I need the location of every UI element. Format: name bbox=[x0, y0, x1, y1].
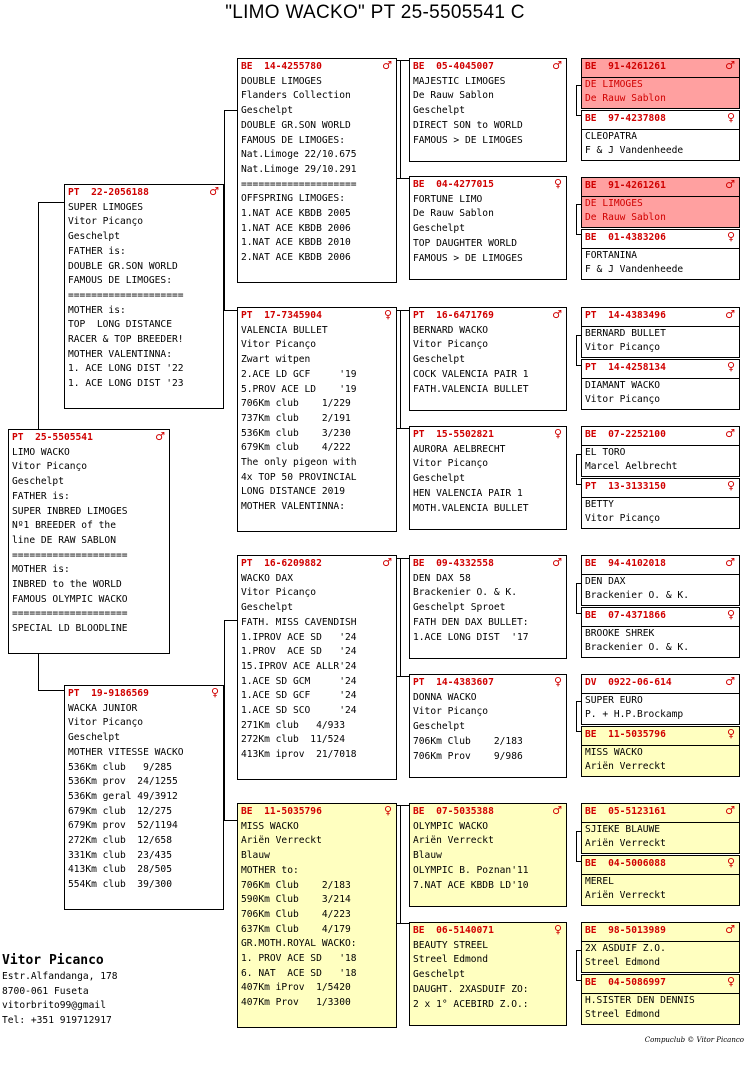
info-line: ==================== bbox=[68, 289, 184, 301]
sex-symbol-icon: ♂ bbox=[725, 178, 735, 191]
breeder: Streel Edmond bbox=[413, 954, 489, 966]
ancestor-card bbox=[581, 726, 740, 777]
info-line: 413Km iprov 21/7018 bbox=[241, 749, 357, 761]
info-line: 1.ACE SD GCF '24 bbox=[241, 690, 357, 702]
breeder: Brackenier O. & K. bbox=[585, 642, 689, 654]
info-line: 272Km club 12/658 bbox=[68, 835, 172, 847]
breeder: Streel Edmond bbox=[585, 957, 661, 969]
paternal-grandmother-card bbox=[237, 307, 397, 532]
info-line: INBRED to the WORLD bbox=[12, 579, 122, 591]
sex-symbol-icon: ♀ bbox=[726, 111, 735, 124]
breeder: Vitor Picanço bbox=[68, 717, 144, 729]
color: Blauw bbox=[241, 850, 270, 862]
color: Geschelpt bbox=[413, 105, 465, 117]
ancestor-card bbox=[581, 555, 740, 606]
sex-symbol-icon: ♀ bbox=[383, 804, 392, 817]
info-line: 7.NAT ACE KBDB LD'10 bbox=[413, 879, 529, 891]
breeder: Ariën Verreckt bbox=[585, 761, 666, 773]
connector-line bbox=[224, 820, 237, 821]
info-line: 1. PROV ACE SD '18 bbox=[241, 953, 357, 965]
color: Geschelpt bbox=[68, 231, 120, 243]
sex-symbol-icon: ♂ bbox=[725, 308, 735, 321]
sex-symbol-icon: ♀ bbox=[726, 608, 735, 621]
color: Geschelpt bbox=[241, 105, 293, 117]
pigeon-name: FORTUNE LIMO bbox=[413, 193, 483, 205]
connector-line bbox=[224, 310, 237, 311]
pigeon-name: BERNARD BULLET bbox=[585, 327, 666, 339]
info-line: LONG DISTANCE 2019 bbox=[241, 486, 345, 498]
pigeon-name: SUPER EURO bbox=[585, 694, 643, 706]
info-line: 2 x 1° ACEBIRD Z.O.: bbox=[413, 998, 529, 1010]
info-line: 15.IPROV ACE ALLR'24 bbox=[241, 660, 357, 672]
connector-line bbox=[576, 583, 577, 613]
info-line: 4x TOP 50 PROVINCIAL bbox=[241, 471, 357, 483]
breeder: De Rauw Sablon bbox=[585, 93, 666, 105]
connector-line bbox=[397, 805, 409, 806]
breeder: Vitor Picanço bbox=[68, 216, 144, 228]
connector-line bbox=[400, 558, 401, 676]
pigeon-name: CLEOPATRA bbox=[585, 130, 637, 142]
owner-address: Estr.Alfandanga, 178 bbox=[2, 971, 118, 982]
ancestor-card bbox=[581, 307, 740, 358]
ring-number: BE 04-5086997 ♀ bbox=[585, 975, 735, 988]
connector-line bbox=[38, 690, 64, 691]
info-line: ==================== bbox=[241, 178, 357, 190]
info-line: DIRECT SON to WORLD bbox=[413, 119, 523, 131]
sex-symbol-icon: ♀ bbox=[553, 675, 562, 688]
info-line: MOTHER is: bbox=[68, 304, 126, 316]
info-line: MOTHER is: bbox=[12, 564, 70, 576]
info-line: HEN VALENCIA PAIR 1 bbox=[413, 487, 523, 499]
pigeon-name: SUPER LIMOGES bbox=[68, 201, 144, 213]
pigeon-name: H.SISTER DEN DENNIS bbox=[585, 994, 695, 1006]
info-line: 271Km club 4/933 bbox=[241, 719, 345, 731]
pigeon-name: LIMO WACKO bbox=[12, 446, 70, 458]
sex-symbol-icon: ♂ bbox=[155, 430, 165, 443]
maternal-grandfather-card bbox=[237, 555, 397, 780]
info-line: 679Km club 4/222 bbox=[241, 442, 351, 454]
connector-line bbox=[576, 831, 577, 861]
info-line: FAMOUS > DE LIMOGES bbox=[413, 252, 523, 264]
great-grandparent-card bbox=[409, 803, 567, 907]
sex-symbol-icon: ♀ bbox=[726, 360, 735, 373]
info-line: 1.ACE SD SCO '24 bbox=[241, 705, 357, 717]
info-line: 536Km geral 49/3912 bbox=[68, 790, 178, 802]
info-line: RACER & TOP BREEDER! bbox=[68, 334, 184, 346]
sex-symbol-icon: ♂ bbox=[725, 59, 735, 72]
ring-number: BE 91-4261261 ♂ bbox=[585, 178, 735, 191]
great-grandparent-card bbox=[409, 426, 567, 530]
breeder: Brackenier O. & K. bbox=[585, 590, 689, 602]
ring-number: BE 94-4102018 ♂ bbox=[585, 556, 735, 569]
ring-number: BE 09-4332558 ♂ bbox=[413, 556, 562, 569]
info-line: FAMOUS DE LIMOGES: bbox=[241, 134, 345, 146]
pigeon-name: DOUBLE LIMOGES bbox=[241, 75, 322, 87]
color: Geschelpt bbox=[413, 223, 465, 235]
pigeon-name: SJIEKE BLAUWE bbox=[585, 823, 661, 835]
maternal-grandmother-card bbox=[237, 803, 397, 1028]
sex-symbol-icon: ♂ bbox=[725, 804, 735, 817]
ancestor-card bbox=[581, 922, 740, 973]
sex-symbol-icon: ♀ bbox=[726, 975, 735, 988]
connector-line bbox=[397, 178, 409, 179]
connector-line bbox=[397, 923, 409, 924]
info-line: 554Km club 39/300 bbox=[68, 879, 172, 891]
connector-line bbox=[576, 950, 577, 980]
sex-symbol-icon: ♀ bbox=[726, 230, 735, 243]
sex-symbol-icon: ♂ bbox=[725, 427, 735, 440]
color: Geschelpt bbox=[68, 732, 120, 744]
sex-symbol-icon: ♀ bbox=[726, 479, 735, 492]
info-line: Nat.Limoge 22/10.675 bbox=[241, 149, 357, 161]
ancestor-card bbox=[581, 478, 740, 529]
info-line: ==================== bbox=[12, 549, 128, 561]
pigeon-name: DEN DAX bbox=[585, 575, 626, 587]
ring-number: PT 16-6209882 ♂ bbox=[241, 556, 392, 569]
pigeon-name: WACKA JUNIOR bbox=[68, 702, 138, 714]
great-grandparent-card bbox=[409, 555, 567, 659]
info-line: 637Km Club 4/179 bbox=[241, 923, 351, 935]
info-line: FAMOUS > DE LIMOGES bbox=[413, 134, 523, 146]
info-line: 590Km Club 3/214 bbox=[241, 894, 351, 906]
connector-line bbox=[38, 202, 39, 430]
connector-line bbox=[397, 428, 409, 429]
mother-card bbox=[64, 685, 224, 910]
ring-number: PT 15-5502821 ♀ bbox=[413, 427, 562, 440]
ring-number: BE 11-5035796 ♀ bbox=[585, 727, 735, 740]
great-grandparent-card bbox=[409, 307, 567, 411]
ancestor-card bbox=[581, 607, 740, 658]
connector-line bbox=[400, 310, 401, 428]
breeder: Ariën Verreckt bbox=[585, 838, 666, 850]
connector-line bbox=[397, 676, 409, 677]
breeder: Ariën Verreckt bbox=[413, 835, 494, 847]
connector-line bbox=[397, 310, 409, 311]
ancestor-card bbox=[581, 58, 740, 109]
breeder: De Rauw Sablon bbox=[585, 212, 666, 224]
pigeon-name: DE LIMOGES bbox=[585, 197, 643, 209]
info-line: MOTHER VALENTINNA: bbox=[241, 501, 345, 513]
sex-symbol-icon: ♀ bbox=[553, 177, 562, 190]
info-line: 1.ACE SD GCM '24 bbox=[241, 675, 357, 687]
info-line: FATHER is: bbox=[68, 245, 126, 257]
breeder: F & J Vandenheede bbox=[585, 145, 684, 157]
ring-number: PT 22-2056188 ♂ bbox=[68, 185, 219, 198]
sex-symbol-icon: ♂ bbox=[552, 308, 562, 321]
owner-phone: Tel: +351 919712917 bbox=[2, 1015, 112, 1027]
ancestor-card bbox=[581, 110, 740, 161]
info-line: 679Km prov 52/1194 bbox=[68, 820, 178, 832]
pigeon-name: MEREL bbox=[585, 875, 614, 887]
info-line: MOTHER to: bbox=[241, 864, 299, 876]
sex-symbol-icon: ♀ bbox=[553, 427, 562, 440]
info-line: ==================== bbox=[12, 608, 128, 620]
info-line: The only pigeon with bbox=[241, 457, 357, 469]
breeder: F & J Vandenheede bbox=[585, 264, 684, 276]
ancestor-card bbox=[581, 803, 740, 854]
breeder: Vitor Picanço bbox=[413, 458, 489, 470]
connector-line bbox=[38, 202, 64, 203]
info-line: 1.NAT ACE KBDB 2010 bbox=[241, 237, 351, 249]
great-grandparent-card bbox=[409, 58, 567, 162]
pigeon-name: WACKO DAX bbox=[241, 572, 293, 584]
ring-number: PT 25-5505541 ♂ bbox=[12, 430, 165, 443]
info-line: FATH DEN DAX BULLET: bbox=[413, 616, 529, 628]
info-line: MOTHER VALENTINNA: bbox=[68, 348, 172, 360]
info-line: FAMOUS OLYMPIC WACKO bbox=[12, 593, 128, 605]
pigeon-name: MISS WACKO bbox=[585, 746, 643, 758]
info-line: COCK VALENCIA PAIR 1 bbox=[413, 368, 529, 380]
info-line: 1.NAT ACE KBDB 2005 bbox=[241, 208, 351, 220]
breeder: Vitor Picanço bbox=[241, 339, 317, 351]
color: Geschelpt Sproet bbox=[413, 602, 506, 614]
info-line: 706Km Club 2/183 bbox=[413, 735, 523, 747]
info-line: 272Km club 11/524 bbox=[241, 734, 345, 746]
color: Zwart witpen bbox=[241, 354, 311, 366]
color: Geschelpt bbox=[413, 721, 465, 733]
sex-symbol-icon: ♂ bbox=[725, 923, 735, 936]
connector-line bbox=[224, 110, 225, 310]
ring-number: BE 98-5013989 ♂ bbox=[585, 923, 735, 936]
info-line: FATH. MISS CAVENDISH bbox=[241, 616, 357, 628]
info-line: FATH.VALENCIA BULLET bbox=[413, 383, 529, 395]
connector-line bbox=[400, 805, 401, 923]
info-line: 679Km club 12/275 bbox=[68, 805, 172, 817]
info-line: 1.NAT ACE KBDB 2006 bbox=[241, 222, 351, 234]
info-line: 737Km club 2/191 bbox=[241, 412, 351, 424]
ring-number: PT 13-3133150 ♀ bbox=[585, 479, 735, 492]
info-line: TOP DAUGHTER WORLD bbox=[413, 237, 517, 249]
info-line: 536Km prov 24/1255 bbox=[68, 776, 178, 788]
ancestor-card bbox=[581, 359, 740, 410]
info-line: 2.ACE LD GCF '19 bbox=[241, 368, 357, 380]
pigeon-name: VALENCIA BULLET bbox=[241, 324, 328, 336]
sex-symbol-icon: ♀ bbox=[383, 308, 392, 321]
ring-number: BE 05-5123161 ♂ bbox=[585, 804, 735, 817]
sex-symbol-icon: ♂ bbox=[552, 59, 562, 72]
sex-symbol-icon: ♂ bbox=[209, 185, 219, 198]
connector-line bbox=[576, 204, 577, 234]
pigeon-name: BEAUTY STREEL bbox=[413, 939, 489, 951]
connector-line bbox=[224, 110, 237, 111]
info-line: 5.PROV ACE LD '19 bbox=[241, 383, 357, 395]
owner-email: vitorbrito99@gmail bbox=[2, 1000, 106, 1012]
pigeon-name: AURORA AELBRECHT bbox=[413, 443, 506, 455]
ancestor-card bbox=[581, 855, 740, 906]
pigeon-name: FORTANINA bbox=[585, 249, 637, 261]
ancestor-card bbox=[581, 177, 740, 228]
info-line: 1.ACE LONG DIST '17 bbox=[413, 631, 529, 643]
info-line: 706Km Club 2/183 bbox=[241, 879, 351, 891]
connector-line bbox=[400, 60, 401, 178]
info-line: MOTH.VALENCIA BULLET bbox=[413, 502, 529, 514]
pigeon-name: DONNA WACKO bbox=[413, 691, 477, 703]
info-line: 331Km club 23/435 bbox=[68, 849, 172, 861]
ring-number: BE 04-5006088 ♀ bbox=[585, 856, 735, 869]
color: Geschelpt bbox=[241, 602, 293, 614]
info-line: TOP LONG DISTANCE bbox=[68, 319, 172, 331]
info-line: OLYMPIC B. Poznan'11 bbox=[413, 864, 529, 876]
pigeon-name: DE LIMOGES bbox=[585, 78, 643, 90]
breeder: De Rauw Sablon bbox=[413, 208, 494, 220]
info-line: GR.MOTH.ROYAL WACKO: bbox=[241, 938, 357, 950]
great-grandparent-card bbox=[409, 922, 567, 1026]
connector-line bbox=[397, 558, 409, 559]
color: Geschelpt bbox=[413, 969, 465, 981]
great-grandparent-card bbox=[409, 176, 567, 280]
connector-line bbox=[38, 653, 39, 690]
sex-symbol-icon: ♂ bbox=[552, 556, 562, 569]
great-grandparent-card bbox=[409, 674, 567, 778]
breeder: Vitor Picanço bbox=[12, 461, 88, 473]
breeder: Streel Edmond bbox=[585, 1009, 661, 1021]
info-line: SPECIAL LD BLOODLINE bbox=[12, 623, 128, 635]
breeder: Vitor Picanço bbox=[241, 587, 317, 599]
sex-symbol-icon: ♂ bbox=[382, 59, 392, 72]
ring-number: BE 07-2252100 ♂ bbox=[585, 427, 735, 440]
info-line: OFFSPRING LIMOGES: bbox=[241, 193, 345, 205]
sex-symbol-icon: ♀ bbox=[553, 923, 562, 936]
owner-postal: 8700-061 Fuseta bbox=[2, 985, 89, 997]
ring-number: BE 14-4255780 ♂ bbox=[241, 59, 392, 72]
pigeon-name: EL TORO bbox=[585, 446, 626, 458]
ring-number: PT 14-4258134 ♀ bbox=[585, 360, 735, 373]
pigeon-name: BERNARD WACKO bbox=[413, 324, 489, 336]
info-line: 413Km club 28/505 bbox=[68, 864, 172, 876]
color: Blauw bbox=[413, 850, 442, 862]
sex-symbol-icon: ♀ bbox=[726, 856, 735, 869]
breeder: Ariën Verreckt bbox=[585, 890, 666, 902]
info-line: MOTHER VITESSE WACKO bbox=[68, 746, 184, 758]
ring-number: PT 14-4383607 ♀ bbox=[413, 675, 562, 688]
color: Geschelpt bbox=[413, 473, 465, 485]
sex-symbol-icon: ♂ bbox=[552, 804, 562, 817]
info-line: Nº1 BREEDER of the bbox=[12, 520, 116, 532]
info-line: Nat.Limoge 29/10.291 bbox=[241, 163, 357, 175]
breeder: Ariën Verreckt bbox=[241, 835, 322, 847]
connector-line bbox=[576, 701, 577, 731]
breeder: Marcel Aelbrecht bbox=[585, 461, 678, 473]
ring-number: DV 0922-06-614 ♂ bbox=[585, 675, 735, 688]
sex-symbol-icon: ♀ bbox=[726, 727, 735, 740]
ancestor-card bbox=[581, 974, 740, 1025]
info-line: DOUBLE GR.SON WORLD bbox=[68, 260, 178, 272]
info-line: SUPER INBRED LIMOGES bbox=[12, 505, 128, 517]
pigeon-name: DIAMANT WACKO bbox=[585, 379, 661, 391]
ancestor-card bbox=[581, 674, 740, 725]
pigeon-name: MISS WACKO bbox=[241, 820, 299, 832]
subject-pigeon-card bbox=[8, 429, 170, 654]
ring-number: PT 14-4383496 ♂ bbox=[585, 308, 735, 321]
breeder: De Rauw Sablon bbox=[413, 90, 494, 102]
breeder: Brackenier O. & K. bbox=[413, 587, 517, 599]
ring-number: PT 19-9186569 ♀ bbox=[68, 686, 219, 699]
owner-name: Vitor Picanco bbox=[2, 953, 104, 968]
pigeon-name: OLYMPIC WACKO bbox=[413, 820, 489, 832]
sex-symbol-icon: ♂ bbox=[725, 556, 735, 569]
connector-line bbox=[576, 335, 577, 365]
paternal-grandfather-card bbox=[237, 58, 397, 283]
info-line: 2.NAT ACE KBDB 2006 bbox=[241, 252, 351, 264]
ring-number: BE 06-5140071 ♀ bbox=[413, 923, 562, 936]
sex-symbol-icon: ♂ bbox=[382, 556, 392, 569]
info-line: 706Km Club 4/223 bbox=[241, 908, 351, 920]
connector-line bbox=[397, 60, 409, 61]
pigeon-name: MAJESTIC LIMOGES bbox=[413, 75, 506, 87]
pigeon-name: BROOKE SHREK bbox=[585, 627, 655, 639]
breeder: Vitor Picanço bbox=[585, 513, 661, 525]
ring-number: PT 16-6471769 ♂ bbox=[413, 308, 562, 321]
info-line: 706Km club 1/229 bbox=[241, 398, 351, 410]
footer-credit: Compuclub © Vitor Picanco bbox=[644, 1036, 744, 1044]
pigeon-name: BETTY bbox=[585, 498, 614, 510]
sex-symbol-icon: ♀ bbox=[210, 686, 219, 699]
info-line: 1. ACE LONG DIST '22 bbox=[68, 363, 184, 375]
info-line: DAUGHT. 2XASDUIF ZO: bbox=[413, 983, 529, 995]
pigeon-name: 2X ASDUIF Z.O. bbox=[585, 942, 666, 954]
connector-line bbox=[576, 454, 577, 484]
ancestor-card bbox=[581, 229, 740, 280]
connector-line bbox=[576, 85, 577, 115]
ring-number: BE 11-5035796 ♀ bbox=[241, 804, 392, 817]
info-line: 706Km Prov 9/986 bbox=[413, 750, 523, 762]
ring-number: BE 05-4045007 ♂ bbox=[413, 59, 562, 72]
ring-number: BE 91-4261261 ♂ bbox=[585, 59, 735, 72]
ring-number: BE 01-4383206 ♀ bbox=[585, 230, 735, 243]
ring-number: BE 07-5035388 ♂ bbox=[413, 804, 562, 817]
info-line: 536Km club 3/230 bbox=[241, 427, 351, 439]
info-line: FATHER is: bbox=[12, 490, 70, 502]
info-line: 1. ACE LONG DIST '23 bbox=[68, 378, 184, 390]
ring-number: PT 17-7345904 ♀ bbox=[241, 308, 392, 321]
breeder: P. + H.P.Brockamp bbox=[585, 709, 684, 721]
pigeon-name: DEN DAX 58 bbox=[413, 572, 471, 584]
info-line: 1.PROV ACE SD '24 bbox=[241, 646, 357, 658]
info-line: 407Km Prov 1/3300 bbox=[241, 997, 351, 1009]
ring-number: BE 07-4371866 ♀ bbox=[585, 608, 735, 621]
info-line: 536Km club 9/285 bbox=[68, 761, 172, 773]
father-card bbox=[64, 184, 224, 409]
breeder: Flanders Collection bbox=[241, 90, 351, 102]
sex-symbol-icon: ♂ bbox=[725, 675, 735, 688]
info-line: 6. NAT ACE SD '18 bbox=[241, 967, 357, 979]
ring-number: BE 97-4237808 ♀ bbox=[585, 111, 735, 124]
connector-line bbox=[224, 620, 237, 621]
ancestor-card bbox=[581, 426, 740, 477]
color: Geschelpt bbox=[12, 476, 64, 488]
breeder: Vitor Picanço bbox=[413, 339, 489, 351]
info-line: 1.IPROV ACE SD '24 bbox=[241, 631, 357, 643]
ring-number: BE 04-4277015 ♀ bbox=[413, 177, 562, 190]
breeder: Vitor Picanço bbox=[585, 342, 661, 354]
connector-line bbox=[224, 620, 225, 820]
owner-contact bbox=[2, 952, 118, 1029]
info-line: line DE RAW SABLON bbox=[12, 534, 116, 546]
info-line: DOUBLE GR.SON WORLD bbox=[241, 119, 351, 131]
breeder: Vitor Picanço bbox=[585, 394, 661, 406]
info-line: 407Km iProv 1/5420 bbox=[241, 982, 351, 994]
color: Geschelpt bbox=[413, 354, 465, 366]
pedigree-title: "LIMO WACKO" PT 25-5505541 C bbox=[225, 2, 525, 23]
info-line: FAMOUS DE LIMOGES: bbox=[68, 275, 172, 287]
breeder: Vitor Picanço bbox=[413, 706, 489, 718]
